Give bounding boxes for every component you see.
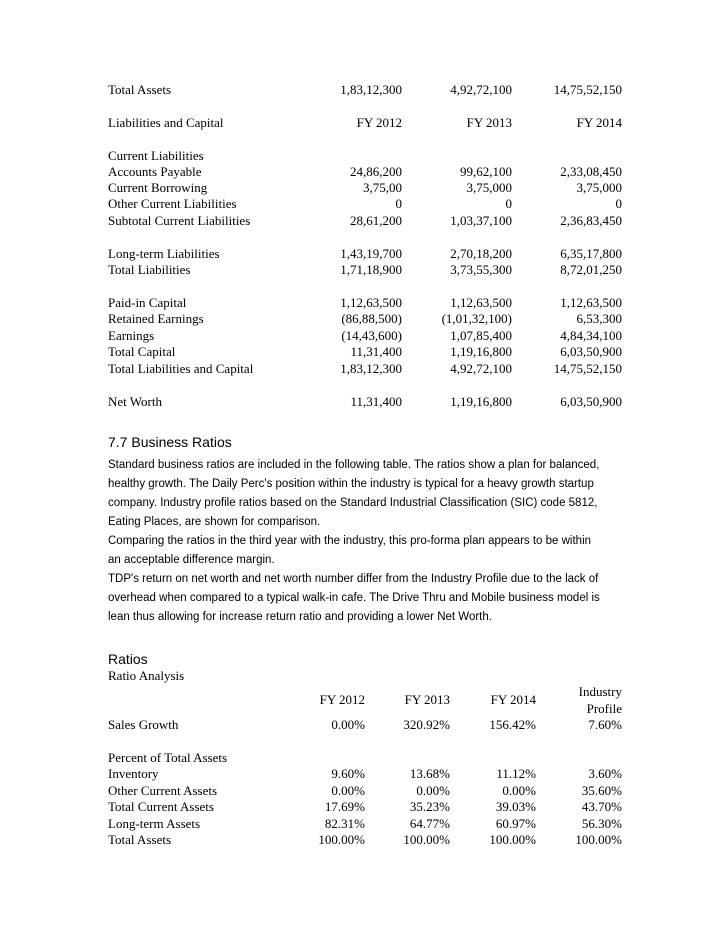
- value-industry: 100.00%: [575, 832, 622, 847]
- paragraph-line: an acceptable difference margin.: [108, 554, 275, 566]
- row-label: Net Worth: [108, 394, 162, 409]
- value-fy2012: 1,83,12,300: [340, 361, 402, 376]
- value-fy2014: 100.00%: [489, 832, 536, 847]
- value-fy2014: 2,33,08,450: [560, 164, 622, 179]
- row-label: Current Borrowing: [108, 180, 208, 195]
- current-liabilities-title: [108, 148, 622, 164]
- ratios-header-line2: [108, 701, 622, 717]
- value-fy2013: 0: [505, 196, 512, 211]
- ratio-analysis-title: [108, 668, 622, 684]
- value-fy2014: 2,36,83,450: [560, 213, 622, 228]
- row-label: Inventory: [108, 766, 159, 781]
- row-label: Total Capital: [108, 344, 176, 359]
- value-fy2012: 0: [395, 196, 402, 211]
- row-label: Earnings: [108, 328, 155, 343]
- value-fy2012: 1,83,12,300: [340, 82, 402, 97]
- value-fy2012: (14,43,600): [341, 328, 402, 343]
- value-fy2013: 13.68%: [409, 766, 450, 781]
- table-row: [108, 361, 622, 377]
- value-fy2013: 2,70,18,200: [450, 246, 512, 261]
- value-industry: 3.60%: [588, 766, 622, 781]
- row-label: Long-term Assets: [108, 816, 201, 831]
- paragraph-line: lean thus allowing for increase return ratio and providing a lower Net Worth.: [108, 611, 492, 623]
- value-fy2014: 8,72,01,250: [560, 262, 622, 277]
- value-fy2013: 1,19,16,800: [450, 394, 512, 409]
- sales-growth-row: [108, 717, 622, 733]
- row-label: Total Liabilities and Capital: [108, 361, 254, 376]
- table-row: [108, 832, 622, 848]
- value-fy2012: 11,31,400: [350, 344, 402, 359]
- value-fy2014: 60.97%: [495, 816, 536, 831]
- table-row: [108, 783, 622, 799]
- paragraph-line: overhead when compared to a typical walk-in cafe. The Drive Thru and Mobile business model is: [108, 592, 600, 604]
- value-industry: 7.60%: [588, 717, 622, 732]
- table-row: [108, 180, 622, 196]
- table-row: [108, 766, 622, 782]
- paragraph-line: Eating Places, are shown for comparison.: [108, 516, 321, 528]
- header-fy2012: FY 2012: [356, 115, 402, 130]
- value-industry: 43.70%: [581, 799, 622, 814]
- row-label: Total Assets: [108, 832, 172, 847]
- table-row: [108, 196, 622, 212]
- row-label: Paid-in Capital: [108, 295, 187, 310]
- value-fy2014: 6,03,50,900: [560, 394, 622, 409]
- row-label: Long-term Liabilities: [108, 246, 220, 261]
- value-fy2014: 0: [615, 196, 622, 211]
- value-fy2012: 0.00%: [331, 717, 365, 732]
- paragraph-line: Standard business ratios are included in the following table. The ratios show a plan for balanced,: [108, 459, 600, 471]
- percent-title-row: [108, 750, 622, 766]
- value-fy2014: 14,75,52,150: [553, 82, 622, 97]
- value-fy2013: 1,03,37,100: [450, 213, 512, 228]
- header-fy2014: FY 2014: [576, 115, 622, 130]
- section-label: Current Liabilities: [108, 148, 204, 163]
- total-assets-row: [108, 82, 622, 98]
- header-label: Liabilities and Capital: [108, 115, 224, 130]
- value-fy2013: (1,01,32,100): [441, 311, 512, 326]
- value-fy2013: 3,75,000: [466, 180, 512, 195]
- header-fy2012: FY 2012: [319, 692, 365, 707]
- value-fy2014: 11.12%: [496, 766, 536, 781]
- paragraph-line: company. Industry profile ratios based on the Standard Industrial Classification (SIC) code 5812,: [108, 497, 598, 509]
- header-fy2013: FY 2013: [404, 692, 450, 707]
- value-fy2014: 6,03,50,900: [560, 344, 622, 359]
- value-fy2013: 1,12,63,500: [450, 295, 512, 310]
- ratio-analysis-label: Ratio Analysis: [108, 668, 185, 683]
- row-label: Accounts Payable: [108, 164, 202, 179]
- row-label: Sales Growth: [108, 717, 179, 732]
- value-fy2014: 6,35,17,800: [560, 246, 622, 261]
- value-fy2012: 82.31%: [324, 816, 365, 831]
- value-fy2013: 3,73,55,300: [450, 262, 512, 277]
- value-fy2014: 1,12,63,500: [560, 295, 622, 310]
- table-row: [108, 164, 622, 180]
- industry-header-line2: Profile: [586, 701, 622, 716]
- row-label: Other Current Assets: [108, 783, 218, 798]
- value-fy2012: 100.00%: [318, 832, 365, 847]
- value-fy2014: 4,84,34,100: [560, 328, 622, 343]
- table-row: [108, 799, 622, 815]
- value-fy2012: 1,12,63,500: [340, 295, 402, 310]
- value-fy2013: 100.00%: [403, 832, 450, 847]
- section-paragraph: [108, 456, 622, 627]
- value-fy2012: 11,31,400: [350, 394, 402, 409]
- row-label: Total Current Assets: [108, 799, 214, 814]
- value-fy2013: 35.23%: [409, 799, 450, 814]
- value-fy2013: 4,92,72,100: [450, 361, 512, 376]
- value-fy2014: 0.00%: [502, 783, 536, 798]
- value-fy2013: 0.00%: [416, 783, 450, 798]
- value-fy2012: 1,71,18,900: [340, 262, 402, 277]
- value-fy2012: 28,61,200: [350, 213, 402, 228]
- value-fy2012: 24,86,200: [350, 164, 402, 179]
- table-row: [108, 311, 622, 327]
- value-fy2013: 1,07,85,400: [450, 328, 512, 343]
- table-row: [108, 816, 622, 832]
- liabilities-header-row: [108, 115, 622, 131]
- section-label: Percent of Total Assets: [108, 750, 228, 765]
- net-worth-row: [108, 394, 622, 410]
- value-fy2014: 14,75,52,150: [553, 361, 622, 376]
- value-fy2013: 64.77%: [409, 816, 450, 831]
- table-row: [108, 213, 622, 229]
- ratios-title: Ratios: [108, 651, 148, 667]
- paragraph-line: TDP's return on net worth and net worth number differ from the Industry Profile due to the lack of: [108, 573, 599, 585]
- value-fy2014: 6,53,300: [576, 311, 622, 326]
- value-fy2012: 1,43,19,700: [340, 246, 402, 261]
- value-fy2012: (86,88,500): [341, 311, 402, 326]
- row-label: Other Current Liabilities: [108, 196, 237, 211]
- row-label: Subtotal Current Liabilities: [108, 213, 251, 228]
- value-fy2013: 1,19,16,800: [450, 344, 512, 359]
- row-label: Total Assets: [108, 82, 172, 97]
- row-label: Retained Earnings: [108, 311, 204, 326]
- value-fy2012: 3,75,00: [363, 180, 402, 195]
- paragraph-line: healthy growth. The Daily Perc's position within the industry is typical for a heavy growth startup: [108, 478, 594, 490]
- value-fy2013: 4,92,72,100: [450, 82, 512, 97]
- value-fy2012: 17.69%: [324, 799, 365, 814]
- value-industry: 35.60%: [581, 783, 622, 798]
- table-row: [108, 295, 622, 311]
- industry-header-line1: Industry: [578, 684, 622, 699]
- value-fy2014: 3,75,000: [576, 180, 622, 195]
- value-fy2014: 156.42%: [489, 717, 536, 732]
- table-row: [108, 328, 622, 344]
- paragraph-line: Comparing the ratios in the third year with the industry, this pro-forma plan appears to be within: [108, 535, 592, 547]
- value-fy2013: 320.92%: [403, 717, 450, 732]
- table-row: [108, 246, 622, 262]
- table-row: [108, 344, 622, 360]
- value-fy2012: 9.60%: [331, 766, 365, 781]
- value-fy2013: 99,62,100: [460, 164, 512, 179]
- row-label: Total Liabilities: [108, 262, 191, 277]
- table-row: [108, 262, 622, 278]
- value-fy2012: 0.00%: [331, 783, 365, 798]
- header-fy2013: FY 2013: [466, 115, 512, 130]
- value-industry: 56.30%: [581, 816, 622, 831]
- section-heading: 7.7 Business Ratios: [108, 434, 232, 450]
- header-fy2014: FY 2014: [490, 692, 536, 707]
- value-fy2014: 39.03%: [495, 799, 536, 814]
